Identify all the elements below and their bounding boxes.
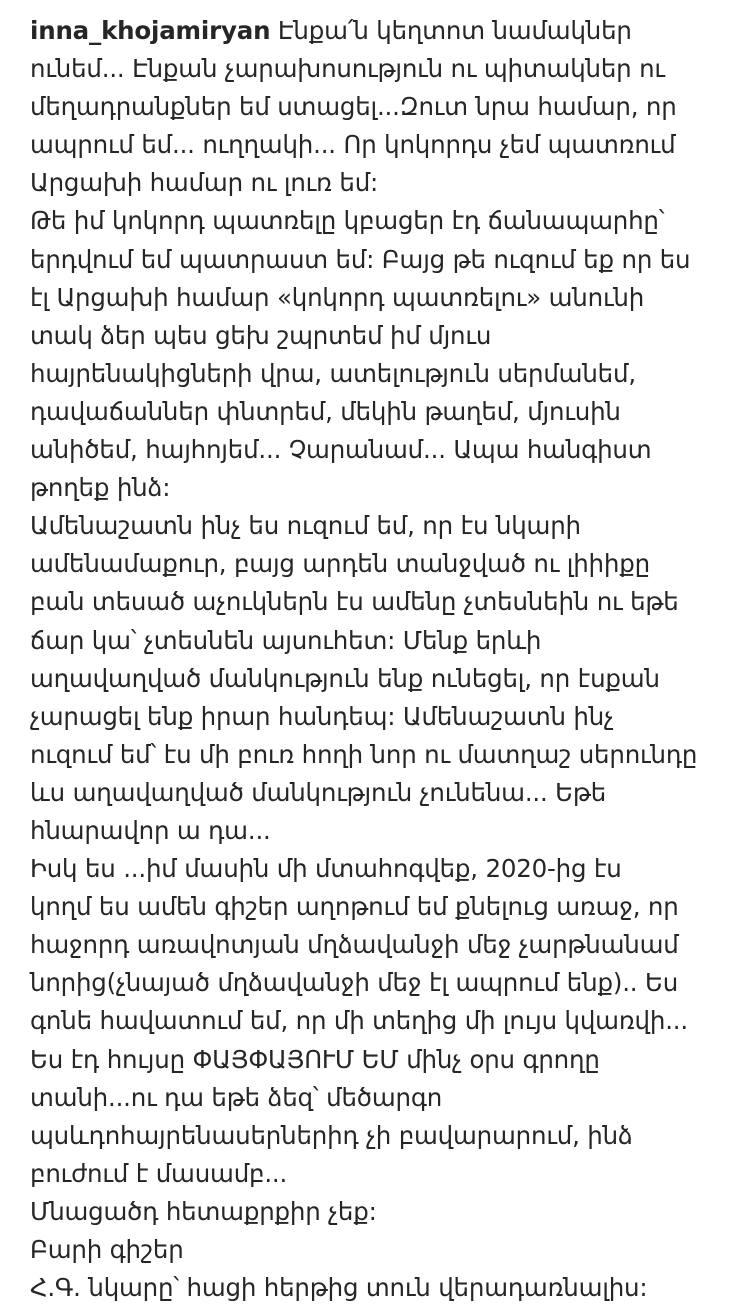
caption-line: ամենամաքուր, բայց արդեն տանջված ու լիիիքը	[30, 549, 650, 579]
caption-line: մեղադրանքներ եմ ստացել...Զուտ նրա համար, որ	[30, 92, 677, 122]
caption-line: Արցախի համար ու լուռ եմ:	[30, 168, 379, 198]
caption-text: Էնքա՛ն կեղտոտ նամակներ	[270, 16, 632, 45]
caption-line: Ես էդ հույսը ՓԱՅՓԱՅՈՒՄ ԵՄ մինչ օրս գրողը	[30, 1044, 600, 1074]
post-caption	[30, 12, 730, 1307]
caption-line: տանի...ու դա եթե ձեզ՝ մեծարգո	[30, 1082, 443, 1112]
caption-line: դավաճաններ փնտրեմ, մեկին թաղեմ, մյուսին	[30, 396, 621, 426]
caption-line: բուժում է մասամբ...	[30, 1158, 288, 1188]
caption-line: երդվում եմ պատրաստ եմ: Բայց թե ուզում եք որ ես	[30, 244, 691, 274]
caption-line: էլ Արցախի համար «կոկորդ պատռելու» անունի	[30, 282, 645, 312]
caption-line: ևս աղավաղված մանկություն չունենա... Եթե	[30, 777, 607, 807]
caption-line: անիծեմ, հայհոյեմ... Չարանամ... Ապա հանգիստ	[30, 435, 652, 465]
caption-line: ունեմ... Էնքան չարախոսություն ու պիտակներ ու	[30, 54, 665, 84]
caption-line: թողեք ինձ:	[30, 473, 171, 503]
caption-line: կողմ ես ամեն գիշեր աղոթում եմ քնելուց առաջ, որ	[30, 892, 679, 922]
caption-line: հնարավոր ա դա...	[30, 815, 271, 845]
caption-line: ուզում եմ՝ էս մի բուռ հողի նոր ու մատղաշ սերունդը	[30, 739, 698, 769]
caption-line: պսևդոհայրենասերներիդ չի բավարարում, ինձ	[30, 1120, 633, 1150]
caption-line: աղավաղված մանկություն ենք ունեցել, որ էսքան	[30, 663, 660, 693]
caption-line: գոնե հավատում եմ, որ մի տեղից մի լույս կվառվի...	[30, 1006, 688, 1036]
caption-line: Թե իմ կոկորդ պատռելը կբացեր էդ ճանապարհը՝	[30, 206, 665, 236]
caption-line: հայրենակիցների վրա, ատելություն սերմանեմ,	[30, 358, 636, 388]
caption-line	[30, 12, 730, 50]
caption-line: Ամենաշատն ինչ ես ուզում եմ, որ էս նկարի	[30, 511, 581, 541]
caption-line: Իսկ ես ...իմ մասին մի մտահոգվեք, 2020-ից էս	[30, 854, 622, 884]
caption-line: ճար կա՝ չտեսնեն այսուհետ: Մենք երևի	[30, 625, 542, 655]
caption-line: չարացել ենք իրար հանդեպ: Ամենաշատն ինչ	[30, 701, 614, 731]
caption-line: բան տեսած աչուկներն էս ամենը չտեսնեին ու եթե	[30, 587, 679, 617]
caption-line: նորից(չնայած մղձավանջի մեջ էլ ապրում ենք).. Ես	[30, 968, 679, 998]
caption-line: Հ.Գ. նկարը՝ հացի հերթից տուն վերադառնալիս:	[30, 1273, 648, 1303]
caption-line: հաջորդ առավոտյան մղձավանջի մեջ չարթնանամ	[30, 930, 679, 960]
caption-line: ապրում եմ... ուղղակի... Որ կոկորդս չեմ պատռում	[30, 130, 676, 160]
username-link[interactable]: inna_khojamiryan	[30, 16, 271, 45]
caption-line: Բարի գիշեր	[30, 1235, 184, 1264]
caption-line: Մնացածդ հետաքրքիր չեք:	[30, 1196, 377, 1226]
caption-line: տակ ձեր պես ցեխ շպրտեմ իմ մյուս	[30, 320, 492, 350]
